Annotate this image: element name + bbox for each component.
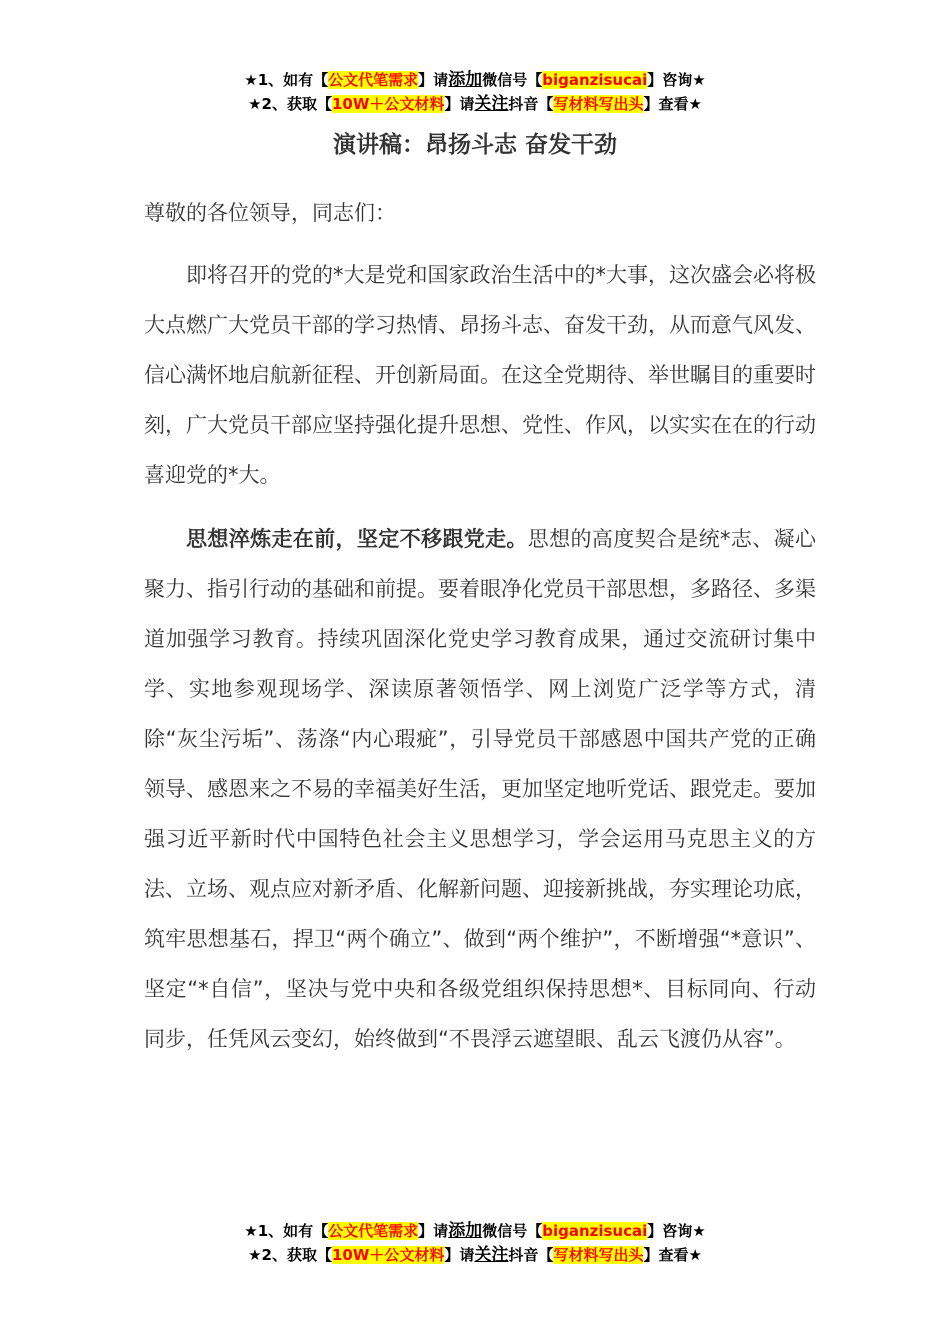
ad-emphasis: 添加 bbox=[448, 70, 483, 90]
ad-text: 】请 bbox=[418, 71, 449, 89]
document-title: 演讲稿：昂扬斗志 奋发干劲 bbox=[332, 132, 617, 158]
ad-text: ★1、如有【 bbox=[244, 71, 329, 89]
header-ad bbox=[0, 68, 950, 116]
footer-ad-line-2 bbox=[0, 1243, 950, 1267]
ad-highlight-service: 公文代笔需求 bbox=[328, 71, 419, 89]
ad-highlight-materials: 10W＋公文材料 bbox=[331, 1246, 445, 1264]
ad-text: 】查看★ bbox=[643, 95, 702, 113]
ad-text: 】查看★ bbox=[643, 1246, 702, 1264]
ad-highlight-douyin: 写材料写出头 bbox=[553, 1246, 644, 1264]
ad-text: ★1、如有【 bbox=[244, 1222, 329, 1240]
paragraph-body: 思想的高度契合是统*志、凝心聚力、指引行动的基础和前提。要着眼净化党员干部思想，多路径、多渠道加强学习教育。持续巩固深化党史学习教育成果，通过交流研讨集中学、实地参观现场学、深读原著领悟学、网上浏览广泛学等方式，清除“灰尘污垢”、荡涤“内心瑕疵”，引导党员干部感恩中国共产党的正确领导、感恩来之不易的幸福美好生活，更加坚定地听党话、跟党走。要加强习近平新时代中国特色社会主义思想学习，学会运用马克思主义的方法、立场、观点应对新矛盾、化解新问题、迎接新挑战，夯实理论功底，筑牢思想基石，捍卫“两个确立”、做到“两个维护”，不断增强“*意识”、坚定“*自信”，坚决与党中央和各级党组织保持思想*、目标同向、行动同步，任凭风云变幻，始终做到“不畏浮云遮望眼、乱云飞渡仍从容”。 bbox=[144, 527, 817, 1051]
salutation: 尊敬的各位领导，同志们： bbox=[144, 201, 396, 225]
ad-text: 微信号【 bbox=[482, 1222, 543, 1240]
document-body bbox=[144, 188, 816, 1064]
paragraph-intro: 即将召开的党的*大是党和国家政治生活中的*大事，这次盛会必将极大点燃广大党员干部的学习热情、昂扬斗志、奋发干劲，从而意气风发、信心满怀地启航新征程、开创新局面。在这全党期待、举世瞩目的重要时刻，广大党员干部应坚持强化提升思想、党性、作风，以实实在在的行动喜迎党的*大。 bbox=[144, 263, 816, 487]
ad-text: ★2、获取【 bbox=[248, 95, 332, 113]
header-ad-line-1 bbox=[0, 68, 950, 92]
ad-highlight-wechat-id: biganzisucai bbox=[542, 1222, 648, 1240]
ad-highlight-wechat-id: biganzisucai bbox=[542, 71, 648, 89]
ad-emphasis: 关注 bbox=[474, 1245, 509, 1265]
ad-text: 】请 bbox=[444, 1246, 475, 1264]
ad-text: 】咨询★ bbox=[647, 1222, 706, 1240]
footer-ad-line-1 bbox=[0, 1219, 950, 1243]
ad-emphasis: 关注 bbox=[474, 94, 509, 114]
ad-emphasis: 添加 bbox=[448, 1221, 483, 1241]
ad-highlight-douyin: 写材料写出头 bbox=[553, 95, 644, 113]
ad-highlight-materials: 10W＋公文材料 bbox=[331, 95, 445, 113]
ad-text: 微信号【 bbox=[482, 71, 543, 89]
ad-highlight-service: 公文代笔需求 bbox=[328, 1222, 419, 1240]
ad-text: ★2、获取【 bbox=[248, 1246, 332, 1264]
paragraph-thought bbox=[144, 514, 816, 1064]
ad-text: 抖音【 bbox=[508, 95, 554, 113]
ad-text: 】咨询★ bbox=[647, 71, 706, 89]
ad-text: 】请 bbox=[418, 1222, 449, 1240]
footer-ad bbox=[0, 1219, 950, 1267]
ad-text: 抖音【 bbox=[508, 1246, 554, 1264]
header-ad-line-2 bbox=[0, 92, 950, 116]
ad-text: 】请 bbox=[444, 95, 475, 113]
paragraph-lead: 思想淬炼走在前，坚定不移跟党走。 bbox=[186, 527, 528, 551]
